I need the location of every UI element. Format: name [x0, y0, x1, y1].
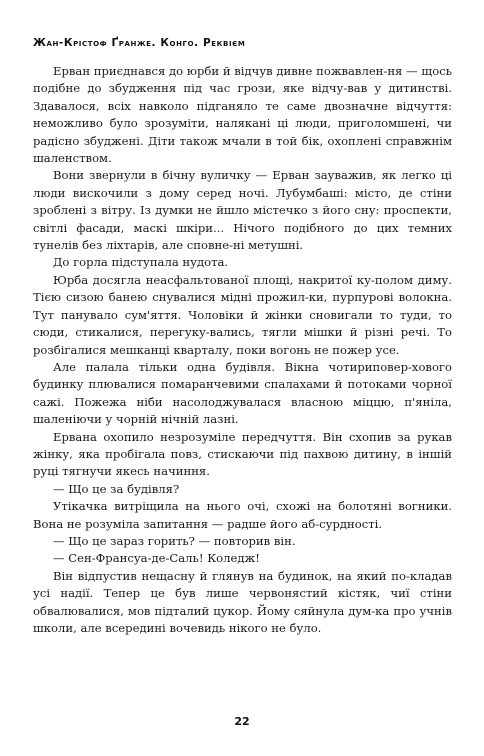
paragraph: Але палала тільки одна будівля. Вікна чотириповер-хового будинку плювалися помаранчевими спалахами й потоками чорної сажі. Пожежа ніби насолоджувалася власною міццю, п'яніла, шаленіючи у чорній нічній лазні. — [33, 359, 452, 427]
paragraph: До горла підступала нудота. — [53, 255, 229, 270]
dialogue-line: — Що це за будівля? — [53, 481, 180, 496]
paragraph: Ервана охопило незрозуміле передчуття. Він схопив за рукав жінку, яка пробігала повз, стискаючи під пахвою дитину, в іншій руці тягнучи якесь начиння. — [33, 429, 452, 479]
page-number: 22 — [234, 715, 250, 728]
paragraph: Юрба досягла неасфальтованої площі, накритої ку-полом диму. Тією сизою банею снувалися мідні прожил-ки, пурпурові волокна. Тут панувало сум'яття. Чоловіки й жінки сновигали то туди, то сюди, стикалися, перегуку-вались, тягли мішки й різні речі. То розбігалися мешканці кварталу, поки вогонь не пожер усе. — [33, 272, 452, 357]
paragraph: Вони звернули в бічну вуличку — Ерван зауважив, як легко ці люди вискочили з дому серед ночі. Лубумбаші: місто, де стіни зроблені з вітру. Із думки не йшло містечко з його сну: проспекти, світлі фасади, маскі шкіри... Нічого подібного до цих темних тунелів без ліхтарів, але сповне-ні метушні. — [33, 168, 452, 253]
paragraph: Ерван приєднався до юрби й відчув дивне пожвавлен-ня — щось подібне до збудження під час грози, яке відчу-вав у дитинстві. Здавалося, всіх навколо підганяло те саме двозначне відчуття: неможливо було зрозуміти, налякані ці люди, приголомшені, чи радісно збуджені. Діти також мчали в той бік, охоплені справжнім шаленством. — [33, 64, 452, 166]
paragraph: Утікачка витріщила на нього очі, схожі на болотяні вогники. Вона не розуміла запитання — радше його аб-сурдності. — [33, 499, 452, 531]
running-head: Жан-Крістоф Ґранже. Конго. Реквієм — [33, 37, 246, 49]
dialogue-line: — Сен-Франсуа-де-Саль! Коледж! — [53, 551, 260, 566]
paragraph: Він відпустив нещасну й глянув на будинок, на який по-кладав усі надії. Тепер це був лише червонястий кістяк, чиї стіни обвалювалися, мов підталий цукор. Йому сяйнула дум-ка про учнів школи, але всередині вочевидь нікого не було. — [33, 568, 452, 635]
body-text — [33, 63, 452, 637]
dialogue-line: — Що це зараз горить? — повторив він. — [53, 533, 296, 548]
